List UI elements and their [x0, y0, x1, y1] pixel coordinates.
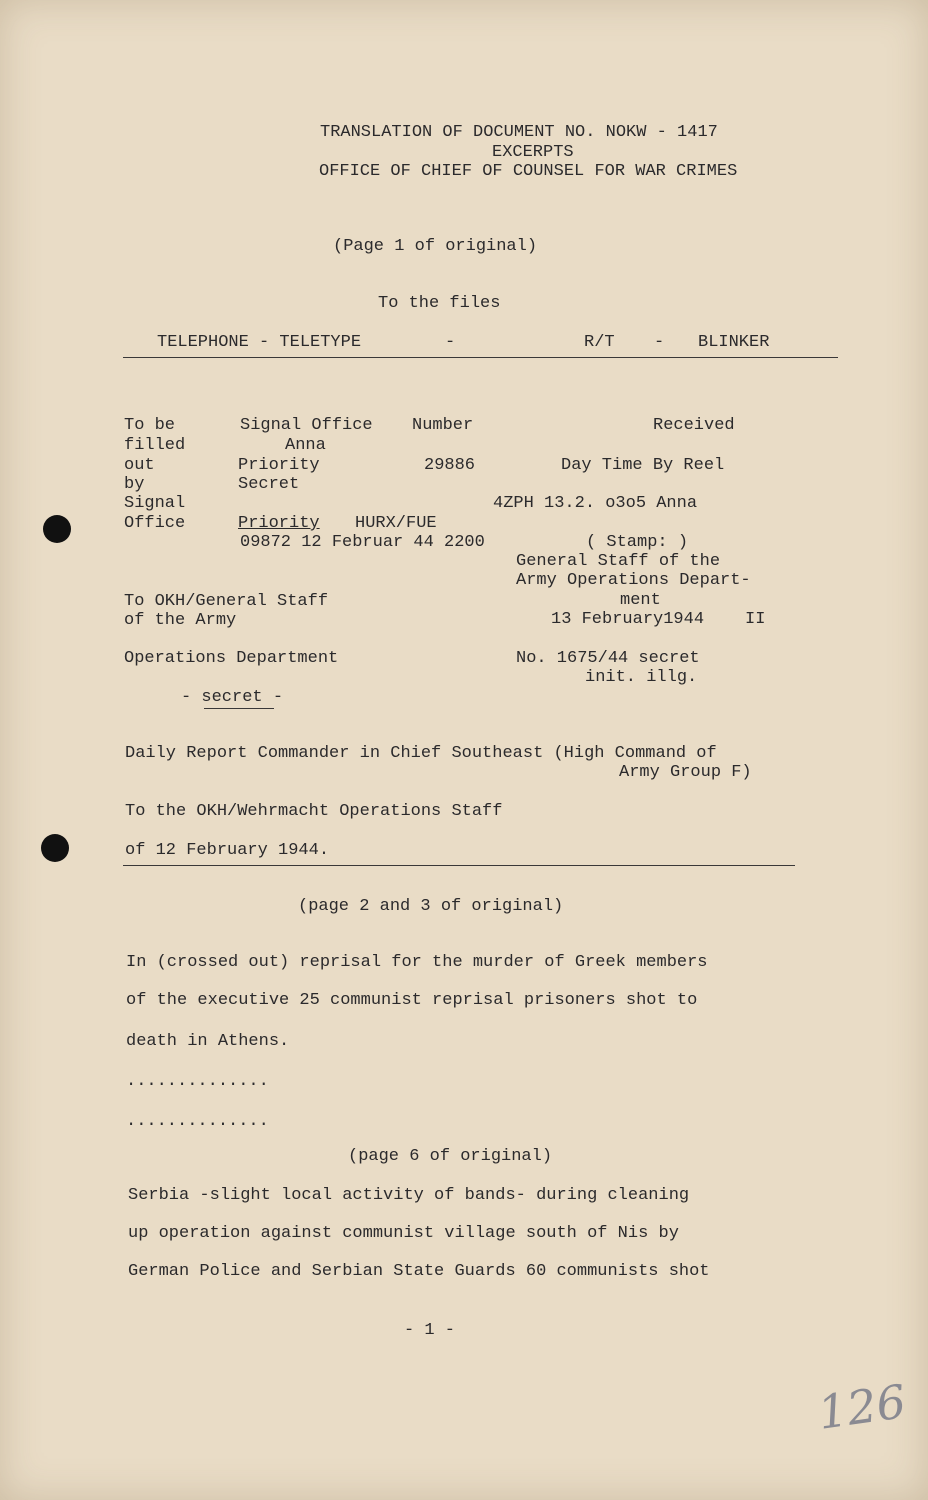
routing-code: HURX/FUE	[355, 514, 437, 533]
secret-underline	[204, 708, 274, 709]
handwritten-page-number: 126	[814, 1374, 910, 1440]
secret-marking: - secret -	[181, 688, 284, 707]
received-label: Received	[653, 416, 735, 435]
form-left-label: filled	[124, 436, 186, 455]
form-left-label: Office	[124, 514, 186, 533]
form-dash: -	[654, 333, 665, 352]
body-line: death in Athens.	[126, 1032, 290, 1051]
form-left-label: To be	[124, 416, 176, 435]
signal-office-label: Signal Office	[240, 416, 373, 435]
office-title: OFFICE OF CHIEF OF COUNSEL FOR WAR CRIMES	[319, 162, 738, 181]
body-line: German Police and Serbian State Guards 60 communists shot	[128, 1262, 710, 1281]
page-note-original-2: (page 2 and 3 of original)	[298, 897, 564, 916]
received-value: 4ZPH 13.2. o3o5 Anna	[493, 494, 698, 513]
body-line: of the executive 25 communist reprisal prisoners shot to	[126, 991, 698, 1010]
punch-hole	[43, 515, 71, 543]
secret-label: Secret	[238, 475, 300, 494]
ellipsis-line: ..............	[126, 1072, 269, 1091]
stamp-initials: init. illg.	[585, 668, 698, 687]
stamp-number: No. 1675/44 secret	[516, 649, 700, 668]
stamp-line: Army Operations Depart-	[516, 571, 751, 590]
form-telephone-teletype: TELEPHONE - TELETYPE	[157, 333, 362, 352]
excerpts-label: EXCERPTS	[492, 143, 574, 162]
body-line: In (crossed out) reprisal for the murder of Greek members	[126, 953, 708, 972]
addressee-line: of the Army	[124, 611, 237, 630]
stamp-date-code: II	[745, 610, 766, 629]
page-number: - 1 -	[404, 1321, 456, 1340]
divider-line	[123, 865, 795, 866]
anna-label: Anna	[285, 436, 326, 455]
body-line: up operation against communist village south of Nis by	[128, 1224, 679, 1243]
divider-line	[123, 357, 838, 358]
number-value: 29886	[424, 456, 476, 475]
form-left-label: by	[124, 475, 145, 494]
translation-title: TRANSLATION OF DOCUMENT NO. NOKW - 1417	[320, 123, 718, 142]
punch-hole	[41, 834, 69, 862]
form-dash: -	[445, 333, 456, 352]
report-date: of 12 February 1944.	[125, 841, 330, 860]
page-note-original-1: (Page 1 of original)	[333, 237, 538, 256]
transmission-line: 09872 12 Februar 44 2200	[240, 533, 485, 552]
ellipsis-line: ..............	[126, 1112, 269, 1131]
addressee-line: Operations Department	[124, 649, 339, 668]
page-note-original-3: (page 6 of original)	[348, 1147, 553, 1166]
addressee-line: To OKH/General Staff	[124, 592, 329, 611]
number-label: Number	[412, 416, 474, 435]
stamp-date: 13 February1944	[551, 610, 705, 629]
report-recipient: To the OKH/Wehrmacht Operations Staff	[125, 802, 503, 821]
received-columns: Day Time By Reel	[561, 456, 725, 475]
report-title: Daily Report Commander in Chief Southeast (High Command of	[125, 744, 717, 763]
form-blinker: BLINKER	[698, 333, 770, 352]
body-line: Serbia -slight local activity of bands- during cleaning	[128, 1186, 690, 1205]
report-title-cont: Army Group F)	[619, 763, 752, 782]
stamp-line: ment	[620, 591, 661, 610]
form-left-label: Signal	[124, 494, 186, 513]
form-rt: R/T	[584, 333, 615, 352]
priority-label: Priority	[238, 456, 320, 475]
stamp-label: ( Stamp: )	[586, 533, 689, 552]
to-the-files: To the files	[378, 294, 501, 313]
stamp-line: General Staff of the	[516, 552, 721, 571]
priority-label-2: Priority	[238, 514, 320, 533]
form-left-label: out	[124, 456, 155, 475]
